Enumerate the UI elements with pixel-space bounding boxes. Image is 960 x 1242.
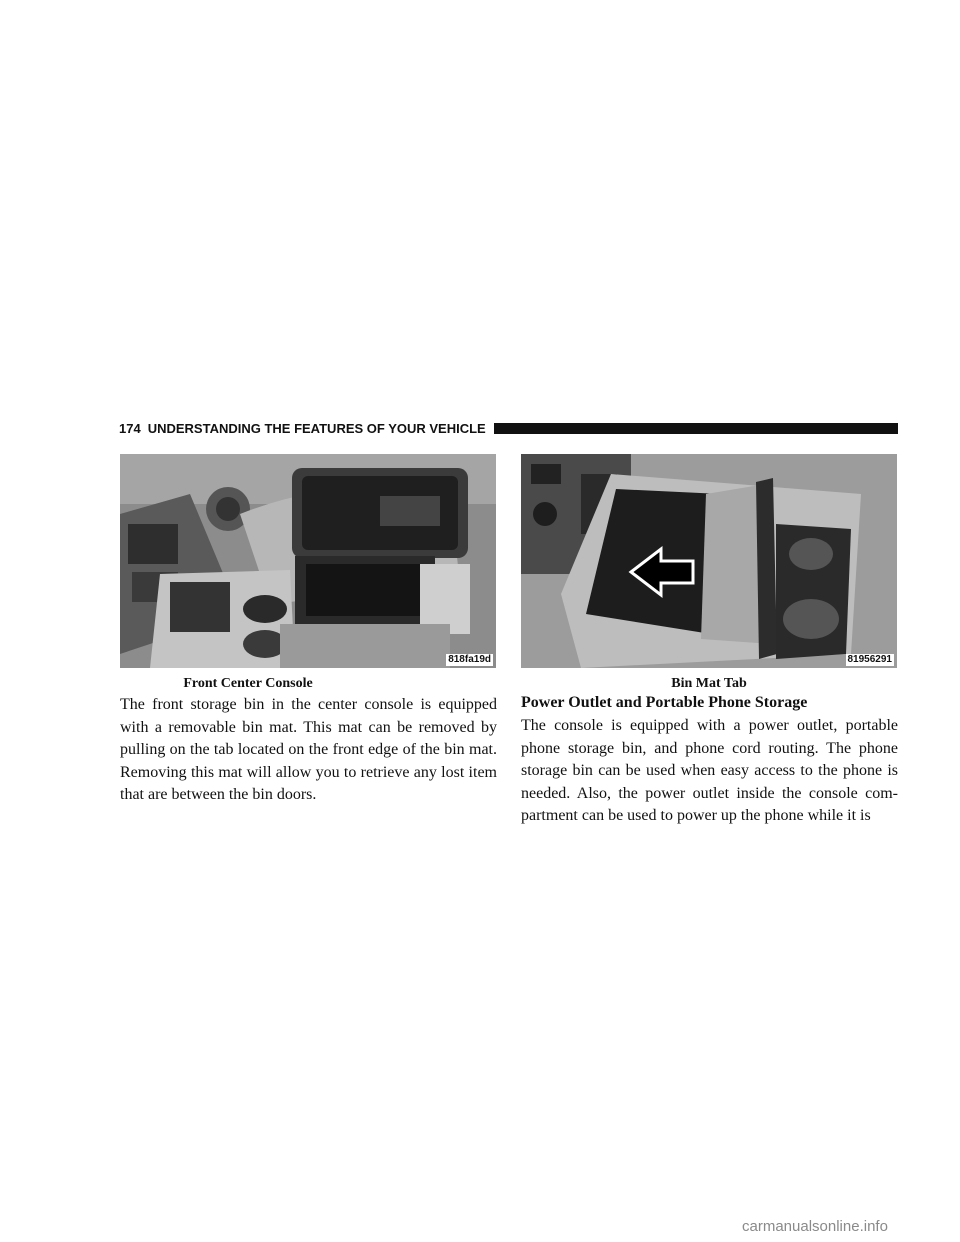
section-title: UNDERSTANDING THE FEATURES OF YOUR VEHICLE bbox=[147, 420, 486, 436]
page-number: 174 bbox=[119, 420, 141, 436]
figure-caption: Front Center Console bbox=[183, 676, 313, 691]
body-paragraph: The console is equipped with a power outlet, portable phone storage bin, and phone cord routing. The phone storage bin can be used when easy access to the phone is needed. Also, the power outlet inside the console com- partment can be used to power up the phone while it is bbox=[521, 717, 898, 824]
bin-mat-tab-photo bbox=[521, 454, 897, 668]
page-header bbox=[119, 418, 898, 438]
front-center-console-photo bbox=[120, 454, 496, 668]
section-heading: Power Outlet and Portable Phone Storage bbox=[521, 694, 808, 711]
figure-id: 818fa19d bbox=[448, 654, 491, 665]
body-paragraph: The front storage bin in the center console is equipped with a removable bin mat. This mat can be removed by pulling on the tab located on the front edge of the bin mat. Removing this mat will allow you to retrieve any lost item that are between the bin doors. bbox=[120, 696, 497, 803]
figure-caption: Bin Mat Tab bbox=[671, 676, 747, 691]
figure-id: 81956291 bbox=[847, 654, 892, 665]
watermark: carmanualsonline.info bbox=[742, 1218, 888, 1235]
header-rule bbox=[494, 423, 898, 434]
